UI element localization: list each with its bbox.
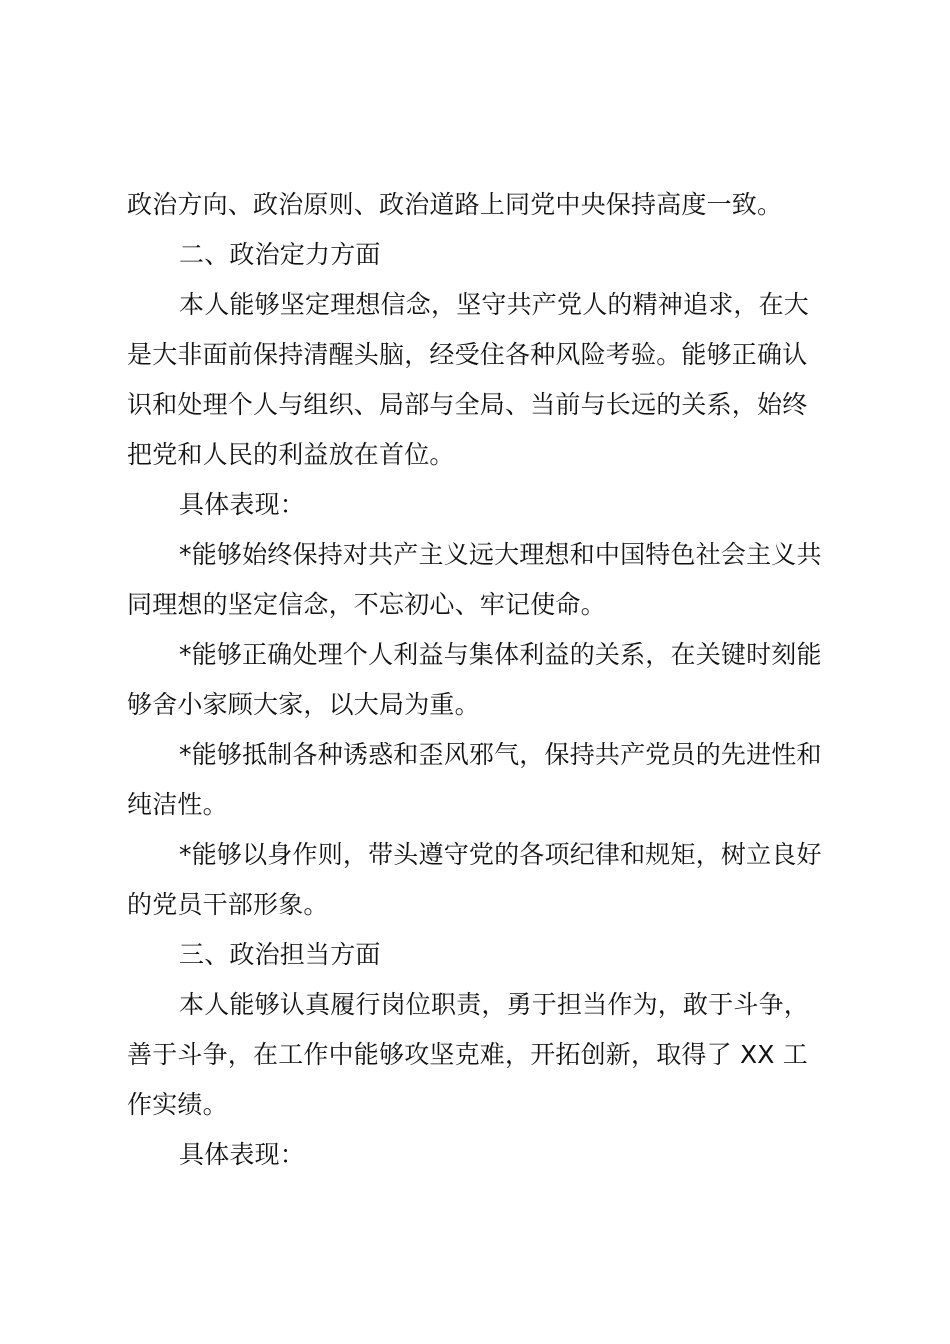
subheading-specific-performance: 具体表现： (179, 490, 306, 519)
paragraph-line: 本人能够坚定理想信念，坚守共产党人的精神追求，在大 (179, 290, 810, 319)
bullet-line-continuation: 的党员干部形象。 (127, 890, 329, 919)
bullet-line-continuation: 纯洁性。 (127, 790, 228, 819)
paragraph-line: 本人能够认真履行岗位职责，勇于担当作为，敢于斗争， (179, 990, 810, 1019)
document-body (127, 180, 833, 1180)
paragraph-line: 是大非面前保持清醒头脑，经受住各种风险考验。能够正确认 (127, 340, 808, 369)
paragraph-line: 善于斗争，在工作中能够攻坚克难，开拓创新，取得了 XX 工 (127, 1040, 808, 1069)
bullet-line: *能够始终保持对共产主义远大理想和中国特色社会主义共 (179, 540, 822, 569)
subheading-specific-performance: 具体表现： (179, 1140, 306, 1169)
bullet-line: *能够正确处理个人利益与集体利益的关系，在关键时刻能 (179, 640, 822, 669)
paragraph-line: 政治方向、政治原则、政治道路上同党中央保持高度一致。 (127, 190, 783, 219)
paragraph-line: 作实绩。 (127, 1090, 228, 1119)
bullet-line-continuation: 够舍小家顾大家，以大局为重。 (127, 690, 480, 719)
bullet-line-continuation: 同理想的坚定信念，不忘初心、牢记使命。 (127, 590, 606, 619)
section-heading-political-stability: 二、政治定力方面 (179, 240, 381, 269)
paragraph-line: 识和处理个人与组织、局部与全局、当前与长远的关系，始终 (127, 390, 808, 419)
bullet-line: *能够以身作则，带头遵守党的各项纪律和规矩，树立良好 (179, 840, 822, 869)
section-heading-political-responsibility: 三、政治担当方面 (179, 940, 381, 969)
bullet-line: *能够抵制各种诱惑和歪风邪气，保持共产党员的先进性和 (179, 740, 822, 769)
paragraph-line: 把党和人民的利益放在首位。 (127, 440, 455, 469)
